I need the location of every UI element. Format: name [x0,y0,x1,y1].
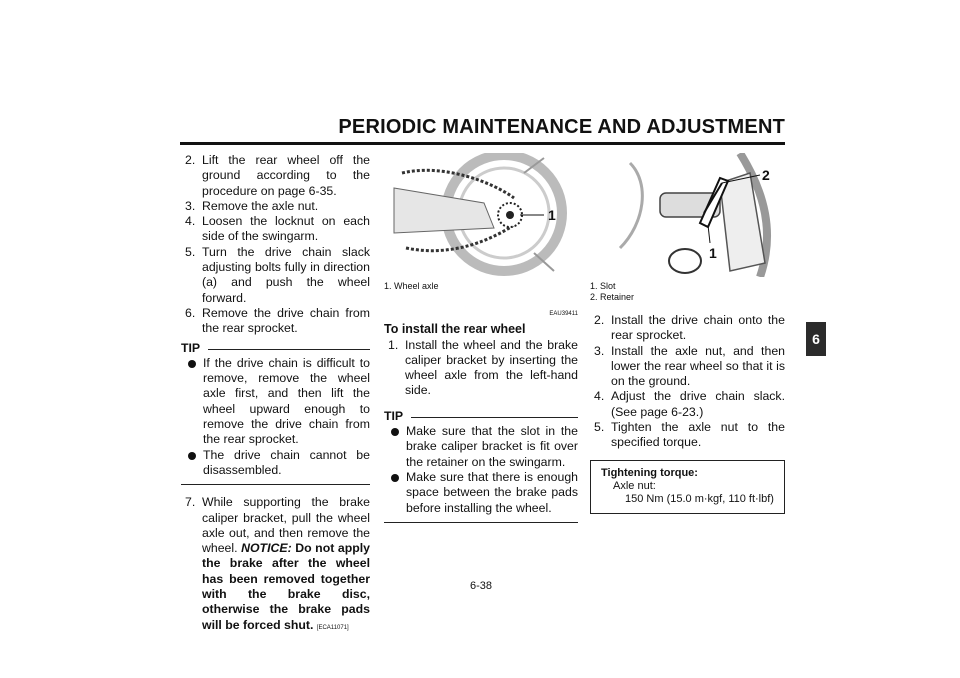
step-3 [590,344,785,390]
slot-retainer-illustration [590,153,785,277]
step-text: While supporting the brake caliper bracket, pull the wheel axle out, and then remove the wheel. [202,495,370,556]
step-text: Turn the drive chain slack adjusting bolts fully in direction (a) and push the wheel forward. [202,244,370,305]
step-text: Install the wheel and the brake caliper bracket by inserting the wheel axle from the left-hand side. [405,337,578,398]
tip-bullet [384,424,578,470]
step-4 [181,214,370,245]
step-number: 4. [185,214,196,229]
step-2 [590,313,785,344]
step-number: 3. [594,343,605,358]
tip-label: TIP [384,408,404,423]
tip-label: TIP [181,340,201,355]
section-title: To install the rear wheel [384,322,526,337]
step-text: Tighten the axle nut to the specified torque. [611,420,785,450]
torque-value: 150 Nm (15.0 m·kgf, 110 ft·lbf) [625,492,774,505]
tip-bullet-text: Make sure that the slot in the brake caliper bracket is fit over the retainer on the swingarm. [406,424,578,469]
step-number: 5. [594,420,605,435]
step-text: Remove the drive chain from the rear sprocket. [202,305,370,336]
step-text: Install the drive chain onto the rear sprocket. [611,313,785,343]
torque-item: Axle nut: [613,479,656,492]
bullet-icon [391,428,399,436]
step-text: Loosen the locknut on each side of the swingarm. [202,214,370,244]
notice-label: NOTICE: [241,541,292,556]
step-6 [181,306,370,337]
tip-bullet [181,356,370,448]
caption-slot: 1. Slot [590,281,616,291]
figure-captions [590,281,785,303]
tip-bullet-text: The drive chain cannot be disassembled. [203,447,370,477]
bullet-icon [188,360,196,368]
step-2 [181,153,370,199]
figure-callout: 1 [548,207,556,223]
notice-text: Do not apply the brake after the wheel has been removed together with the brake disc, otherwise the brake pads will be forced shut. [202,541,370,632]
column-2 [384,307,578,533]
tip-bullet [181,448,370,479]
page-header-title: PERIODIC MAINTENANCE AND ADJUSTMENT [338,116,785,138]
step-number: 6. [185,305,196,320]
tip-end-rule [181,484,370,485]
header-rule [180,142,785,145]
caption-retainer: 2. Retainer [590,292,635,302]
figure-callout: 2 [762,167,770,183]
step-4 [590,389,785,420]
slot-retainer-figure [590,153,785,277]
step-number: 7. [185,495,196,510]
tip-bullet-text: Make sure that there is enough space between the brake pads before installing the wheel. [406,469,578,515]
tip-heading [181,341,370,356]
step-number: 5. [185,244,196,259]
column-3 [590,313,785,514]
tip-bullet-text: If the drive chain is difficult to remove, remove the wheel axle first, and then lift the wheel upward enough to remove the drive chain from the rear sprocket. [203,355,370,447]
step-number: 4. [594,389,605,404]
step-number: 2. [594,313,605,327]
notice-code: [ECA11071] [316,624,349,631]
tip-heading [384,409,578,424]
step-text: Install the axle nut, and then lower the rear wheel so that it is on the ground. [611,343,785,389]
step-number: 3. [185,198,196,213]
figure-caption: 1. Wheel axle [384,281,439,291]
page-number: 6-38 [470,580,493,592]
step-text: Adjust the drive chain slack. (See page 6-23.) [611,389,785,419]
step-number: 2. [185,153,196,167]
step-7 [181,495,370,636]
step-5 [590,420,785,451]
step-text: Lift the rear wheel off the ground according to the procedure on page 6-35. [202,153,370,198]
step-1 [384,338,578,399]
chapter-tab: 6 [806,322,826,356]
tip-end-rule [384,522,578,523]
step-number: 1. [388,337,399,352]
tip-rule [411,417,578,418]
step-text: Remove the axle nut. [202,198,319,213]
torque-title: Tightening torque: [601,466,698,479]
section-code: EAU39411 [549,311,578,317]
tip-rule [208,349,370,350]
bullet-icon [391,474,399,482]
torque-spec-box [590,460,785,514]
column-1 [181,153,370,636]
step-5 [181,245,370,306]
figure-callout: 1 [709,245,717,261]
wheel-axle-figure [384,153,578,277]
bullet-icon [188,452,196,460]
step-3 [181,199,370,214]
tip-bullet [384,470,578,516]
